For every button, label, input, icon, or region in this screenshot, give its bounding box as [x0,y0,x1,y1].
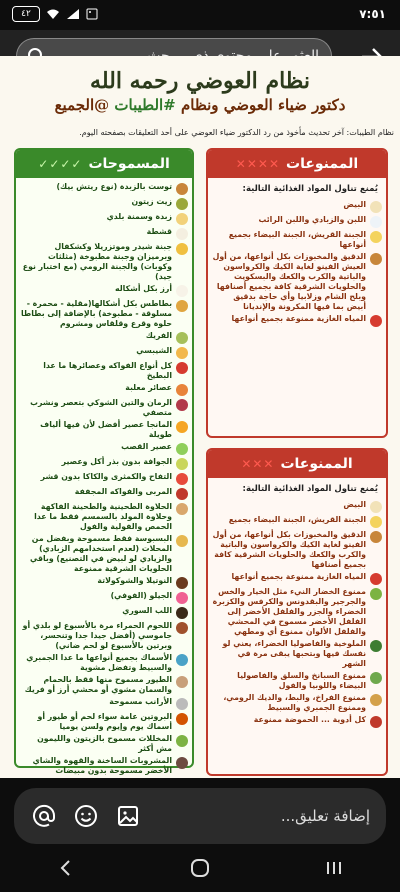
forbidden-column-1 [206,148,388,438]
food-icon [176,384,188,396]
food-icon [370,588,382,600]
allowed-item [20,212,188,225]
allowed-item [20,472,188,485]
food-icon [176,713,188,725]
allowed-item [20,420,188,440]
allowed-item-text: عصير القصب [121,442,172,451]
allowed-item-text: الأسماك بجميع أنواعها ما عدا الجمبري والسبيط وتفضل مشوية [26,653,172,672]
food-icon [176,698,188,710]
home-nav-icon[interactable] [189,857,211,883]
allowed-item [20,621,188,651]
food-icon [176,332,188,344]
bottom-bar [0,778,400,892]
food-icon [176,362,188,374]
food-icon [176,243,188,255]
forbidden-item-text: كل أدوية ... الحموضة ممنوعة [253,715,366,724]
forbidden-item [212,715,382,728]
allowed-item-text: الرمان والتين الشوكي بتعصر ونشرب متصفي [30,398,172,417]
food-icon [176,443,188,455]
allowed-item [20,284,188,297]
allowed-header-label: المسموحات [88,156,170,172]
image-attach-icon[interactable] [114,802,142,830]
food-icon [176,198,188,210]
allowed-item [20,361,188,381]
allowed-item-text: قشطة [146,227,172,236]
forbidden-list-1 [208,196,386,331]
forbidden-column-2 [206,448,388,776]
allowed-item-text: النوتيلا والشوكولاتة [97,576,172,585]
food-icon [370,716,382,728]
food-icon [370,216,382,228]
forbidden-item-text: ممنوع السبانخ والسلق والفاصوليا البيضاء واللوبيا والفول [237,671,366,690]
recents-nav-icon[interactable] [324,858,344,882]
food-icon [370,694,382,706]
allowed-item-text: المخللات مسموح بالزيتون والليمون مش أكثر [37,734,172,753]
food-icon [176,735,188,747]
forbidden-item [212,530,382,570]
allowed-item [20,331,188,344]
back-nav-icon[interactable] [56,858,76,882]
forbidden-header-1 [208,150,386,178]
forbidden-item-text: ممنوع الفراخ، والبط، والديك الرومي، وممنوع الجمبري والسبيط [223,693,366,712]
allowed-item [20,675,188,695]
forbidden-header-label: الممنوعات [280,456,353,472]
forbidden-item [212,515,382,528]
allowed-item-text: اللحوم الحمراء مرة بالأسبوع لو بلدي أو جاموسي (أفضل جيدا جدا وتنحسر، وبرتين بالأسبوع لو لحم ضاني) [22,621,172,650]
forbidden-item [212,693,382,713]
subtitle-prefix: دكتور ضياء العوضي ونظام [175,96,346,114]
allowed-item [20,534,188,574]
allowed-item [20,227,188,240]
forbidden-item-text: المياه الغازية ممنوعة بجميع أنواعها [231,572,366,581]
cross-marks-icon: ✕✕✕✕ [235,157,280,171]
food-icon [176,183,188,195]
forbidden-item-text: ممنوع الخضار النيء مثل الخيار والخس والجرجير والبقدونس والكرفس والكزبرة الخضراء والجزر والفلفل الأخضر إلى الفلفل الأخضر مسموح في المحشي والفلفل الألوان ممنوع أي ومطهي [212,587,366,636]
forbidden-item [212,252,382,312]
poster-subtitle [0,96,400,114]
allowed-item-text: بطاطس بكل أشكالها(مقلية - محمرة - مسلوقة - مطبوخة) بالإضافة إلى بطاطا حلوة وقرع وقلقاس ومشروم [20,299,172,328]
allowed-item-text: الطيور مسموح منها فقط بالحمام والسمان مشوي أو محشي أرز أو فريك [24,675,172,694]
forbidden-item-text: البيض [343,200,366,209]
allowed-item-text: المانجا عصير أفضل لأن فيها ألياف طويلة [40,420,172,439]
food-icon [370,573,382,585]
food-icon [176,757,188,769]
forbidden-item-text: المياه الغازية ممنوعة بجميع أنواعها [231,314,366,323]
system-nav-bar [0,848,400,892]
allowed-item-text: التفاح والكمثرى والكاكا بدون قشر [40,472,172,481]
poster-note: نظام الطيبات: آخر تحديث مأخوذ من رد الدكتور ضياء العوضي على أحد التعليقات بصفحته اليوم. [79,128,394,137]
forbidden-item-text: الجبنة القريش، الجبنة البيضاء بجميع أنواعها [228,230,366,249]
allowed-item [20,756,188,776]
allowed-item-text: البسبوسة فقط مسموحة وبفضل من المحلات (لعدم استخدامهم الزبادي) والزيادي لو لبيض في التصنيع) وباقي الحلويات الشرقية ممنوعة [29,534,172,573]
forbidden-intro: يُمنع تناول المواد الغذائية التالية: [242,184,378,194]
forbidden-item-text: الجبنة القريش، الجبنة البيضاء بجميع [228,515,366,524]
allowed-item [20,576,188,589]
forbidden-item [212,639,382,669]
forbidden-item [212,572,382,585]
allowed-list [16,178,192,778]
allowed-item-text: الجيلو (الفوفي) [110,591,172,600]
allowed-item-text: الأرانب مسموحة [109,697,172,706]
forbidden-item [212,671,382,691]
allowed-item [20,606,188,619]
allowed-header [16,150,192,178]
forbidden-header-label: الممنوعات [286,156,359,172]
allowed-item-text: زبدة وسمنة بلدي [106,212,172,221]
allowed-item-text: الحلاوة الطحينية والطحينة الفاكهة وحلاوة المولد بالسمسم فقط ما عدا الحمص والفولية والفول [34,502,172,531]
food-icon [176,399,188,411]
allowed-item [20,197,188,210]
food-icon [370,315,382,327]
image-notification-icon [86,8,98,20]
status-icons [12,6,98,22]
allowed-item [20,242,188,282]
forbidden-intro: يُمنع تناول المواد الغذائية التالية: [242,484,378,494]
food-icon [176,473,188,485]
allowed-item-text: البروتين عامة سواء لحم أو طيور أو أسماك يوم وإيوم ولسن يوميا [37,712,172,731]
forbidden-item [212,314,382,327]
battery-icon: ٤٢ [12,6,40,22]
allowed-item-text: جبنة شيدر وموتزريلا وكشكفال وبرميزان وجبنة مطبوخة (مثلثات وكوبات) والجبنة الرومي (مع اختبار نوع جيد) [22,242,172,281]
forbidden-item-text: الملوخية والفاصوليا الخضراء، يعني لو نفسك فيها وبتحبها يبقى مرة في الشهر [222,639,366,668]
clock: ٧:٥١ [359,7,386,21]
allowed-item-text: الشيبسي [136,346,172,355]
allowed-item [20,383,188,396]
allowed-item-text: المشروبات الساخنة والقهوة والشاي الأخضر مسموحة بدون مبيضات [32,756,172,775]
allowed-item [20,591,188,604]
food-icon [176,654,188,666]
allowed-item-text: المربى والفواكه المجففة [74,487,172,496]
subtitle-hashtag: #الطيبات [114,96,176,114]
subtitle-mention: @الجميع [54,96,115,114]
comment-actions [30,802,142,830]
emoji-icon[interactable] [72,802,100,830]
food-icon [370,501,382,513]
food-icon [176,676,188,688]
allowed-item [20,502,188,532]
food-icon [176,421,188,433]
food-icon [370,231,382,243]
allowed-item-text: توست بالزبدة (نوع ريتش بيك) [56,182,172,191]
food-icon [370,253,382,265]
allowed-item [20,697,188,710]
food-icon [176,347,188,359]
allowed-item-text: أرز بكل أشكاله [115,284,172,293]
comment-placeholder: إضافة تعليق... [280,807,370,825]
food-icon [176,607,188,619]
allowed-item [20,346,188,359]
allowed-item-text: اللب السوري [122,606,172,615]
allowed-column [14,148,194,775]
status-bar [0,0,400,30]
allowed-item [20,712,188,732]
comment-input[interactable] [14,788,386,844]
forbidden-item [212,587,382,637]
food-icon [176,577,188,589]
check-marks-icon: ✓✓✓✓ [38,157,83,171]
allowed-item [20,299,188,329]
forbidden-item-text: الدقيق والمخبوزات بكل أنواعها، من أول الفينو لغاية الكيك والكرواسون والباتية والكرب والكعك والحلويات الشرقية كافة بجميع أصنافها [212,530,366,569]
allowed-item [20,182,188,195]
mention-icon[interactable] [30,802,58,830]
food-icon [176,535,188,547]
allowed-item [20,442,188,455]
food-icon [370,640,382,652]
allowed-item [20,487,188,500]
forbidden-item [212,500,382,513]
food-icon [176,622,188,634]
allowed-item [20,734,188,754]
forbidden-header-2 [208,450,386,478]
signal-icon [66,8,80,20]
poster-title: نظام العوضي رحمه الله [90,68,310,94]
cross-marks-icon: ✕✕✕ [241,457,275,471]
forbidden-item-text: اللبن والزبادي واللبن الرائب [258,215,366,224]
food-icon [176,228,188,240]
forbidden-item-text: الدقيق والمخبوزات بكل أنواعها، من أول العيش الفينو لغاية الكيك والكرواسون والباتية والكرب والكعك والبسكويت والحلويات الشرقية كافة بجميع أصنافها وبلح الشام وزلابيا وأي حاجة بدقيق أبيض بما فيها المكرونة والإنديانا [212,252,366,311]
forbidden-item [212,215,382,228]
forbidden-item [212,200,382,213]
food-icon [176,300,188,312]
food-icon [370,201,382,213]
forbidden-list-2 [208,496,386,732]
food-icon [370,531,382,543]
allowed-item-text: الفريك [145,331,172,340]
forbidden-item [212,230,382,250]
food-icon [176,592,188,604]
diet-poster-image [0,56,400,778]
forbidden-item-text: البيض [343,500,366,509]
wifi-icon [46,8,60,20]
food-icon [370,672,382,684]
food-icon [176,285,188,297]
food-icon [176,213,188,225]
allowed-item-text: عصائر معلبة [125,383,172,392]
allowed-item-text: كل أنواع الفواكه وعصائرها ما عدا البطيخ [43,361,172,380]
allowed-item [20,457,188,470]
allowed-item-text: الجوافة بدون بذر أكل وعصير [61,457,172,466]
food-icon [176,503,188,515]
allowed-item [20,653,188,673]
allowed-item-text: زيت زيتون [131,197,172,206]
food-icon [370,516,382,528]
allowed-item [20,398,188,418]
food-icon [176,488,188,500]
food-icon [176,458,188,470]
